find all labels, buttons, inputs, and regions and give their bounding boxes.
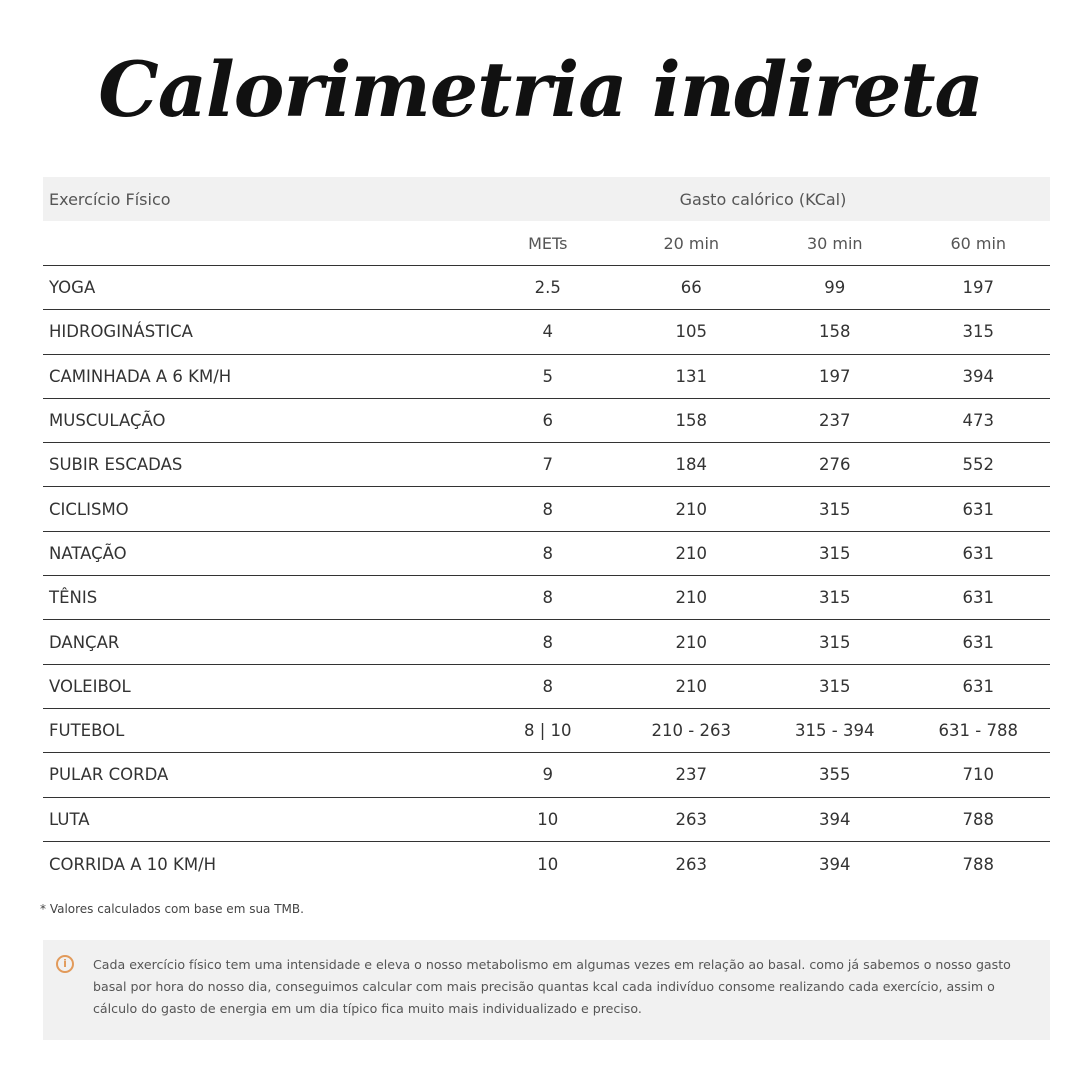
table-row xyxy=(43,620,1050,664)
kcal-20-min: 210 xyxy=(675,676,707,696)
mets-value: 8 xyxy=(542,499,553,519)
exercise-name: DANÇAR xyxy=(49,632,120,652)
mets-value: 8 xyxy=(542,676,553,696)
kcal-30-min: 315 - 394 xyxy=(795,721,875,741)
exercise-name: SUBIR ESCADAS xyxy=(49,455,183,475)
exercise-name: LUTA xyxy=(49,809,90,829)
kcal-30-min: 394 xyxy=(819,809,851,829)
kcal-30-min: 99 xyxy=(824,278,846,298)
table-row xyxy=(43,842,1050,886)
kcal-20-min: 210 xyxy=(675,499,707,519)
kcal-20-min: 263 xyxy=(675,809,707,829)
kcal-20-min: 105 xyxy=(675,322,707,342)
kcal-60-min: 394 xyxy=(962,366,994,386)
footnote: * Valores calculados com base em sua TMB. xyxy=(40,902,304,916)
kcal-60-min: 710 xyxy=(962,765,994,785)
kcal-30-min: 355 xyxy=(819,765,851,785)
kcal-30-min: 237 xyxy=(819,411,851,431)
kcal-60-min: 315 xyxy=(962,322,994,342)
exercise-name: HIDROGINÁSTICA xyxy=(49,322,193,342)
kcal-30-min: 315 xyxy=(819,499,851,519)
table-row xyxy=(43,355,1050,399)
kcal-30-min: 315 xyxy=(819,543,851,563)
table-row xyxy=(43,310,1050,354)
mets-value: 7 xyxy=(542,455,553,475)
kcal-20-min: 210 xyxy=(675,632,707,652)
header-mets: METs xyxy=(528,233,568,253)
kcal-30-min: 315 xyxy=(819,632,851,652)
exercise-name: TÊNIS xyxy=(49,588,98,608)
header-exercise: Exercício Físico xyxy=(49,189,171,209)
table-row xyxy=(43,487,1050,531)
mets-value: 8 | 10 xyxy=(523,721,572,741)
info-icon: i xyxy=(56,955,74,973)
table-row xyxy=(43,443,1050,487)
exercise-name: PULAR CORDA xyxy=(49,765,169,785)
info-text: Cada exercício físico tem uma intensidade e eleva o nosso metabolismo em algumas vezes em relação ao basal. como já sabemos o nosso gasto basal por hora do nosso dia, conseguimos calcular com mais precisão quantas kcal cada indivíduo consome realizando cada exercício, assim o cálculo do gasto de energia em um dia típico fica muito mais individualizado e preciso. xyxy=(93,957,1011,1016)
kcal-30-min: 197 xyxy=(819,366,851,386)
kcal-60-min: 788 xyxy=(962,854,994,874)
kcal-60-min: 631 xyxy=(962,543,994,563)
table-row xyxy=(43,576,1050,620)
mets-value: 4 xyxy=(542,322,553,342)
kcal-30-min: 315 xyxy=(819,676,851,696)
kcal-30-min: 394 xyxy=(819,854,851,874)
calorie-table xyxy=(43,177,1050,886)
kcal-60-min: 473 xyxy=(962,411,994,431)
kcal-60-min: 631 xyxy=(962,632,994,652)
table-row xyxy=(43,665,1050,709)
table-row xyxy=(43,399,1050,443)
kcal-20-min: 210 xyxy=(675,588,707,608)
kcal-20-min: 184 xyxy=(675,455,707,475)
kcal-60-min: 631 xyxy=(962,499,994,519)
mets-value: 8 xyxy=(542,632,553,652)
kcal-60-min: 552 xyxy=(962,455,994,475)
exercise-name: MUSCULAÇÃO xyxy=(49,411,166,431)
table-row xyxy=(43,709,1050,753)
table-row xyxy=(43,798,1050,842)
info-box xyxy=(43,940,1050,1040)
kcal-20-min: 237 xyxy=(675,765,707,785)
header-30-min: 30 min xyxy=(806,233,863,253)
kcal-30-min: 276 xyxy=(819,455,851,475)
mets-value: 9 xyxy=(542,765,553,785)
exercise-name: FUTEBOL xyxy=(49,721,125,741)
table-row xyxy=(43,266,1050,310)
kcal-20-min: 131 xyxy=(675,366,707,386)
kcal-20-min: 66 xyxy=(680,278,702,298)
kcal-20-min: 263 xyxy=(675,854,707,874)
kcal-60-min: 788 xyxy=(962,809,994,829)
exercise-name: NATAÇÃO xyxy=(49,543,127,563)
exercise-name: CORRIDA A 10 KM/H xyxy=(49,854,217,874)
mets-value: 8 xyxy=(542,543,553,563)
table-row xyxy=(43,753,1050,797)
mets-value: 2.5 xyxy=(534,278,561,298)
mets-value: 10 xyxy=(537,809,559,829)
header-20-min: 20 min xyxy=(663,233,720,253)
kcal-30-min: 158 xyxy=(819,322,851,342)
table-row xyxy=(43,532,1050,576)
kcal-60-min: 631 xyxy=(962,588,994,608)
kcal-20-min: 210 - 263 xyxy=(651,721,731,741)
header-calorie-expenditure: Gasto calórico (KCal) xyxy=(679,189,847,209)
kcal-30-min: 315 xyxy=(819,588,851,608)
header-60-min: 60 min xyxy=(950,233,1007,253)
kcal-60-min: 197 xyxy=(962,278,994,298)
kcal-60-min: 631 xyxy=(962,676,994,696)
kcal-20-min: 210 xyxy=(675,543,707,563)
table-header-columns xyxy=(43,221,1050,266)
mets-value: 8 xyxy=(542,588,553,608)
exercise-name: CAMINHADA A 6 KM/H xyxy=(49,366,232,386)
exercise-name: VOLEIBOL xyxy=(49,676,131,696)
table-header-group xyxy=(43,177,1050,221)
mets-value: 10 xyxy=(537,854,559,874)
kcal-20-min: 158 xyxy=(675,411,707,431)
exercise-name: CICLISMO xyxy=(49,499,129,519)
page-title: Calorimetria indireta xyxy=(98,45,983,134)
mets-value: 6 xyxy=(542,411,553,431)
table-body xyxy=(43,266,1050,886)
mets-value: 5 xyxy=(542,366,553,386)
exercise-name: YOGA xyxy=(49,278,96,298)
kcal-60-min: 631 - 788 xyxy=(938,721,1018,741)
